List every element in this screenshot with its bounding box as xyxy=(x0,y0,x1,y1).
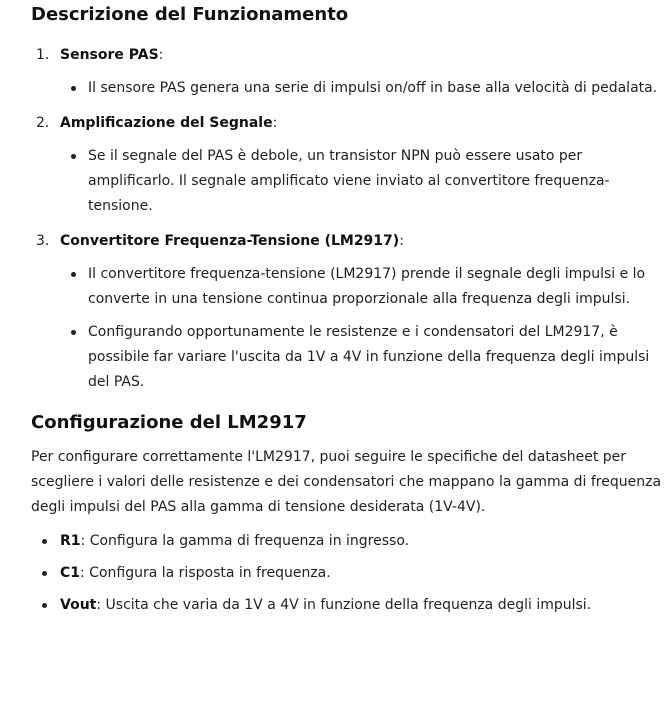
parameter-name: Vout xyxy=(60,597,97,613)
step-bullets xyxy=(60,144,664,219)
step-heading-bold: Sensore PAS xyxy=(60,47,159,63)
step-bullets xyxy=(60,262,664,395)
step-number: 1. xyxy=(36,47,50,63)
step-item xyxy=(31,111,664,219)
parameter-name: C1 xyxy=(60,565,81,581)
configuration-intro: Per configurare correttamente l'LM2917, puoi seguire le specifiche del datasheet per scegliere i valori delle resistenze e dei condensatori che mappano la gamma di frequenza degli impulsi del PAS alla gamma di tensione desiderata (1V-4V). xyxy=(31,449,662,515)
bullet-item: Il convertitore frequenza-tensione (LM2917) prende il segnale degli impulsi e lo converte in una tensione continua proporzionale alla frequenza degli impulsi. xyxy=(60,262,664,312)
step-heading xyxy=(60,111,664,136)
step-heading-suffix: : xyxy=(272,115,278,131)
step-item xyxy=(31,43,664,101)
parameter-name: R1 xyxy=(60,533,81,549)
section-title-configuration: Configurazione del LM2917 xyxy=(31,412,307,433)
parameter-description: : Configura la risposta in frequenza. xyxy=(80,565,331,581)
step-heading-suffix: : xyxy=(399,233,404,249)
step-item xyxy=(31,229,664,395)
step-heading-suffix: : xyxy=(158,47,164,63)
parameter-item xyxy=(31,529,664,554)
step-number: 2. xyxy=(36,115,50,131)
parameter-description: : Uscita che varia da 1V a 4V in funzione della frequenza degli impulsi. xyxy=(96,597,592,613)
bullet-item: Il sensore PAS genera una serie di impulsi on/off in base alla velocità di pedalata. xyxy=(60,76,664,101)
parameter-list xyxy=(31,529,664,618)
bullet-item: Configurando opportunamente le resistenze e i condensatori del LM2917, è possibile far variare l'uscita da 1V a 4V in funzione della frequenza degli impulsi del PAS. xyxy=(60,320,664,395)
document-body xyxy=(31,0,664,625)
parameter-item xyxy=(31,561,664,586)
step-heading xyxy=(60,229,664,254)
step-heading-bold: Amplificazione del Segnale xyxy=(60,115,273,131)
step-heading xyxy=(60,43,664,68)
section-title-description: Descrizione del Funzionamento xyxy=(31,4,349,25)
parameter-item xyxy=(31,593,664,618)
step-heading-bold: Convertitore Frequenza-Tensione (LM2917) xyxy=(60,233,400,249)
steps-list xyxy=(31,43,664,395)
step-number: 3. xyxy=(36,233,50,249)
step-bullets xyxy=(60,76,664,101)
bullet-item: Se il segnale del PAS è debole, un transistor NPN può essere usato per amplificarlo. Il segnale amplificato viene inviato al convertitore frequenza-tensione. xyxy=(60,144,664,219)
parameter-description: : Configura la gamma di frequenza in ingresso. xyxy=(80,533,410,549)
